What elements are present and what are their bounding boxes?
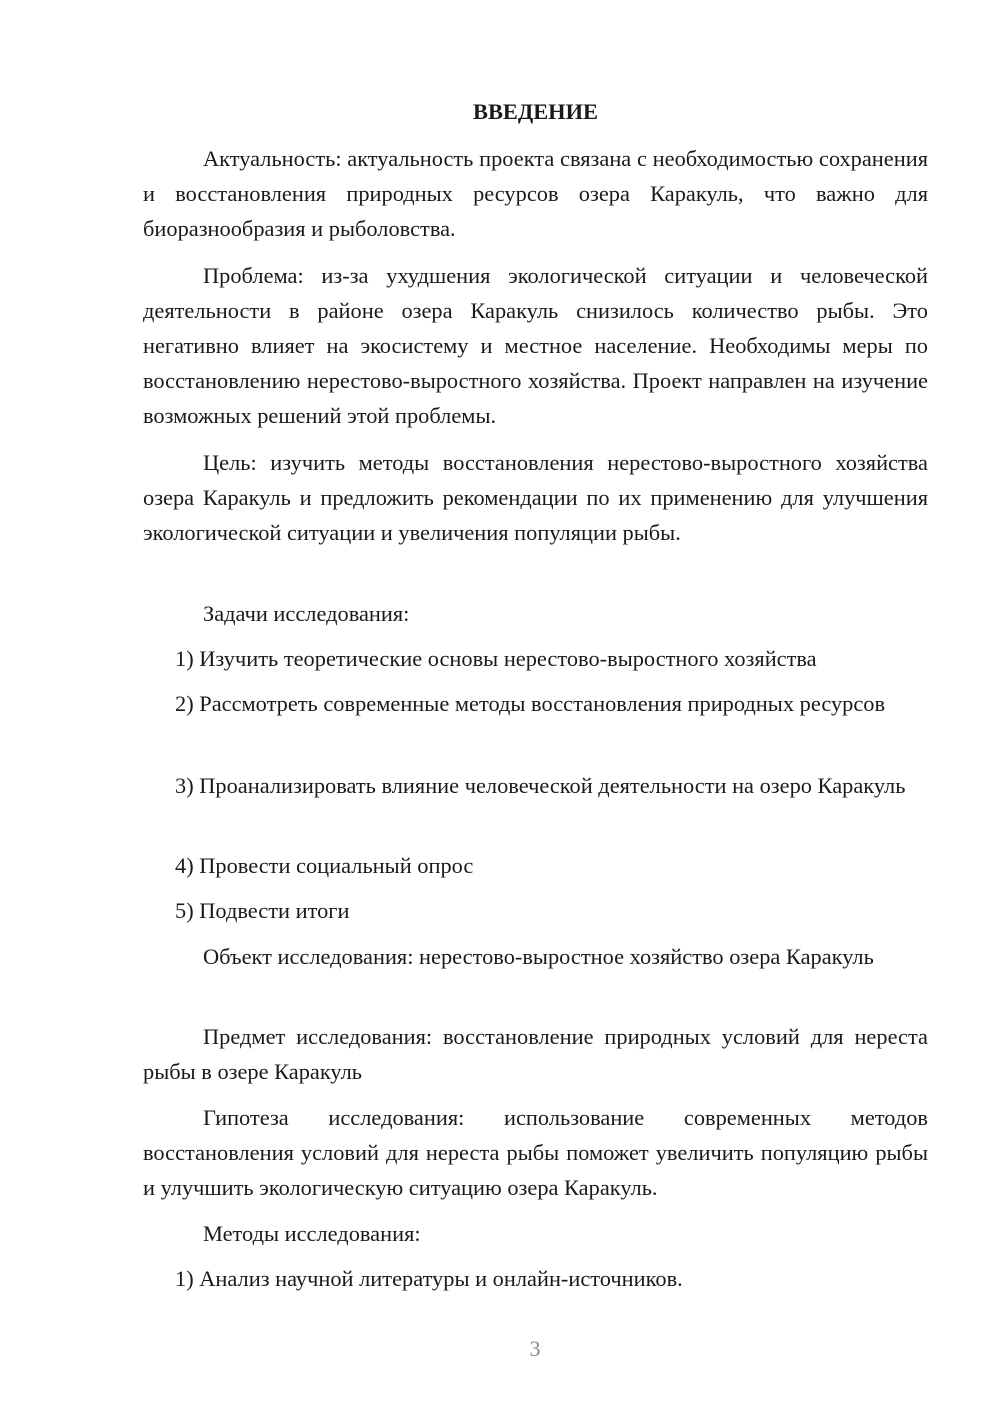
paragraph-relevance: Актуальность: актуальность проекта связана с необходимостью сохранения и восстановления природных ресурсов озера Каракуль, что важно для биоразнообразия и рыболовства. — [143, 146, 928, 241]
paragraph-object: Объект исследования: нерестово-выростное хозяйство озера Каракуль — [203, 944, 874, 969]
page-title: ВВЕДЕНИЕ — [473, 99, 598, 124]
tasks-heading: Задачи исследования: — [203, 601, 410, 626]
page-number: 3 — [529, 1336, 541, 1361]
task-item-5: 5) Подвести итоги — [175, 898, 350, 923]
paragraph-hypothesis: Гипотеза исследования: использование современных методов восстановления условий для нереста рыбы поможет увеличить популяцию рыбы и улучшить экологическую ситуацию озера Каракуль. — [143, 1105, 928, 1200]
method-item-1: 1) Анализ научной литературы и онлайн-источников. — [175, 1266, 683, 1291]
task-item-2: 2) Рассмотреть современные методы восстановления природных ресурсов — [175, 691, 886, 716]
methods-heading: Методы исследования: — [203, 1221, 421, 1246]
paragraph-goal: Цель: изучить методы восстановления нерестово-выростного хозяйства озера Каракуль и предложить рекомендации по их применению для улучшения экологической ситуации и увеличения популяции рыбы. — [143, 450, 928, 545]
task-item-4: 4) Провести социальный опрос — [175, 853, 474, 878]
task-item-1: 1) Изучить теоретические основы нерестово-выростного хозяйства — [175, 646, 817, 671]
task-item-3: 3) Проанализировать влияние человеческой деятельности на озеро Каракуль — [175, 773, 906, 798]
paragraph-subject: Предмет исследования: восстановление природных условий для нереста рыбы в озере Каракуль — [143, 1024, 928, 1084]
paragraph-problem: Проблема: из-за ухудшения экологической ситуации и человеческой деятельности в районе озера Каракуль снизилось количество рыбы. Это негативно влияет на экосистему и местное население. Необходимы меры по восстановлению нерестово-выростного хозяйства. Проект направлен на изучение возможных решений этой проблемы. — [143, 263, 928, 428]
